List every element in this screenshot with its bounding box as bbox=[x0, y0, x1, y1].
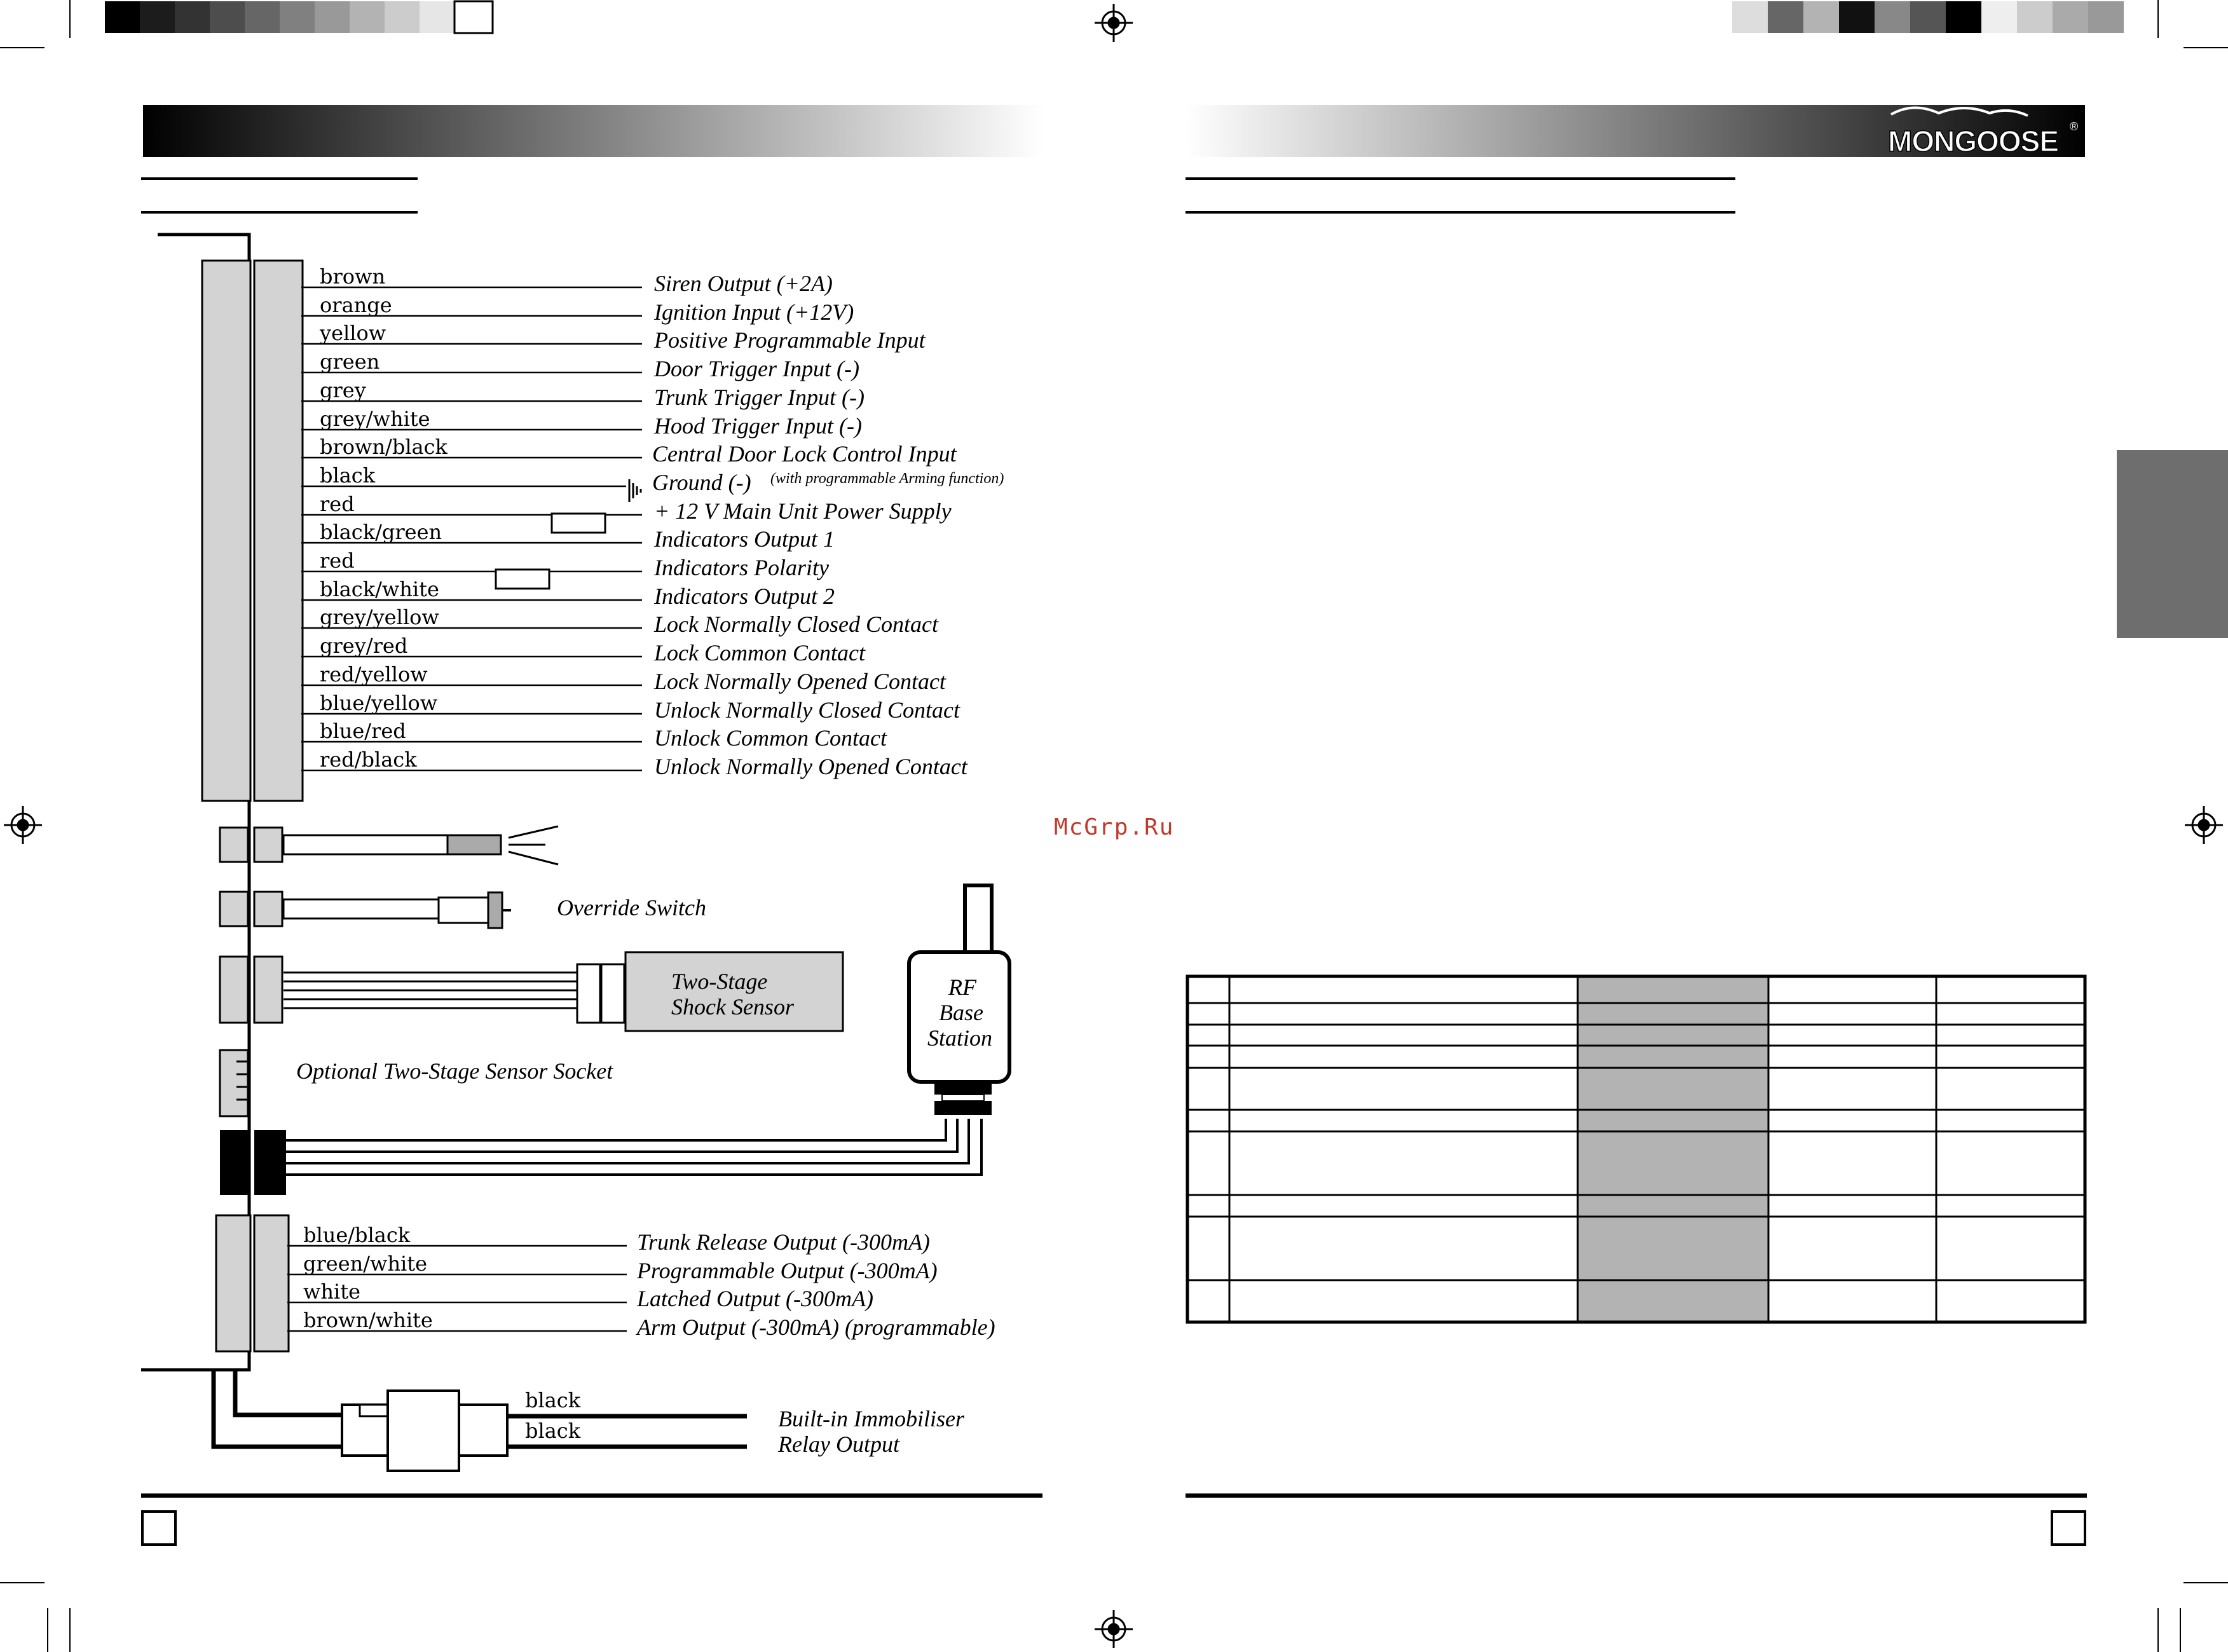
wire-color-red-yellow: red/yellow bbox=[320, 662, 428, 686]
svg-text:MONGOOSE: MONGOOSE bbox=[1888, 125, 2059, 158]
wire-function-8: + 12 V Main Unit Power Supply bbox=[654, 498, 952, 524]
wire-color-grey-red: grey/red bbox=[320, 634, 408, 658]
wire-function-5: Hood Trigger Input (-) bbox=[654, 413, 862, 439]
wire-function-1: Ignition Input (+12V) bbox=[654, 299, 854, 325]
page-number-box-right bbox=[2052, 1512, 2085, 1545]
wire-color-grey-white: grey/white bbox=[320, 407, 430, 431]
page-number-box-left bbox=[142, 1512, 175, 1545]
optional-sensor-socket bbox=[220, 1050, 248, 1116]
fuse-indicators bbox=[496, 570, 549, 589]
aux-wire-function-0: Trunk Release Output (-300mA) bbox=[637, 1229, 930, 1255]
sensor-socket-label: Optional Two-Stage Sensor Socket bbox=[296, 1058, 613, 1084]
aux-wire-function-3: Arm Output (-300mA) (programmable) bbox=[637, 1314, 995, 1340]
aux-wire-function-2: Latched Output (-300mA) bbox=[637, 1286, 873, 1311]
relay-box bbox=[388, 1391, 459, 1471]
wire-color-brown: brown bbox=[320, 264, 386, 289]
title-rules bbox=[141, 179, 1735, 212]
color-strip-left bbox=[105, 1, 493, 33]
spec-table bbox=[1187, 976, 2085, 1322]
watermark-text: McGrp.Ru bbox=[1054, 814, 1175, 840]
svg-text:®: ® bbox=[2070, 120, 2079, 133]
immobiliser-label-line2: Relay Output bbox=[778, 1431, 899, 1457]
header-bar-left bbox=[143, 105, 1042, 157]
registration-target-right bbox=[2185, 806, 2223, 844]
override-switch-connector bbox=[220, 892, 511, 928]
chapter-tab bbox=[2117, 450, 2228, 638]
led-light-rays-icon bbox=[509, 826, 558, 864]
aux-wire-color-green-white: green/white bbox=[303, 1252, 428, 1276]
wire-color-brown-black: brown/black bbox=[320, 435, 448, 459]
registration-target-bottom bbox=[1095, 1610, 1133, 1648]
wire-function-6: Central Door Lock Control Input bbox=[652, 441, 957, 467]
wire-color-orange: orange bbox=[320, 293, 392, 317]
color-strip-right bbox=[1732, 1, 2124, 33]
wire-color-red: red bbox=[320, 549, 355, 573]
wire-color-grey: grey bbox=[320, 378, 366, 402]
aux-connector-housing-left bbox=[216, 1215, 250, 1351]
wire-function-15: Unlock Normally Closed Contact bbox=[654, 697, 960, 723]
rf-base-station bbox=[220, 885, 1009, 1195]
aux-wire-group bbox=[287, 1223, 995, 1340]
fuse-main-power bbox=[552, 514, 605, 533]
main-connector-housing-left bbox=[202, 261, 250, 801]
wire-color-black: black bbox=[320, 463, 376, 488]
wire-function-17: Unlock Normally Opened Contact bbox=[654, 754, 967, 779]
wire-function-7: Ground (-) bbox=[652, 470, 751, 495]
rf-antenna bbox=[965, 885, 992, 952]
wire-function-9: Indicators Output 1 bbox=[654, 526, 835, 552]
central-lock-note: (with programmable Arming function) bbox=[770, 470, 1004, 487]
wire-color-blue-red: blue/red bbox=[320, 719, 406, 743]
wire-function-16: Unlock Common Contact bbox=[654, 725, 887, 751]
wire-function-3: Door Trigger Input (-) bbox=[654, 356, 859, 381]
main-wire-group bbox=[301, 264, 968, 779]
aux-connector-housing-right bbox=[254, 1215, 289, 1351]
wire-color-blue-yellow: blue/yellow bbox=[320, 691, 438, 715]
wire-function-0: Siren Output (+2A) bbox=[654, 271, 833, 296]
registration-target-left bbox=[4, 806, 42, 844]
wire-color-red-black: red/black bbox=[320, 747, 417, 772]
rf-label-line2: Base bbox=[939, 1000, 983, 1025]
shock-sensor-label-line1: Two-Stage bbox=[671, 969, 768, 994]
push-button-icon bbox=[488, 892, 502, 928]
override-switch-label: Override Switch bbox=[557, 895, 706, 920]
immobiliser-wire1-label: black bbox=[525, 1388, 581, 1412]
wire-color-yellow: yellow bbox=[320, 321, 386, 345]
footer-rules bbox=[141, 1496, 2087, 1545]
wire-function-11: Indicators Output 2 bbox=[654, 584, 835, 609]
wire-function-13: Lock Common Contact bbox=[654, 640, 865, 666]
main-connector-housing-right bbox=[254, 261, 303, 801]
rf-label-line1: RF bbox=[948, 974, 976, 1000]
wire-function-4: Trunk Trigger Input (-) bbox=[654, 385, 865, 410]
wire-color-grey-yellow: grey/yellow bbox=[320, 605, 439, 629]
wire-function-12: Lock Normally Closed Contact bbox=[654, 611, 938, 637]
immobiliser-relay bbox=[214, 1370, 747, 1471]
wire-function-2: Positive Programmable Input bbox=[654, 327, 926, 353]
wire-function-14: Lock Normally Opened Contact bbox=[654, 669, 946, 694]
wire-color-black-white: black/white bbox=[320, 577, 439, 601]
wire-color-black-green: black/green bbox=[320, 520, 442, 544]
aux-wire-color-blue-black: blue/black bbox=[303, 1223, 411, 1247]
shock-sensor-label-line2: Shock Sensor bbox=[671, 994, 794, 1020]
immobiliser-label-line1: Built-in Immobiliser bbox=[778, 1406, 964, 1431]
wire-function-10: Indicators Polarity bbox=[654, 555, 829, 580]
ground-symbol-icon bbox=[629, 479, 641, 502]
rf-label-line3: Station bbox=[927, 1025, 993, 1051]
registration-target-top bbox=[1095, 4, 1133, 42]
aux-wire-color-white: white bbox=[303, 1280, 361, 1304]
led-connector bbox=[220, 826, 558, 864]
aux-wire-color-brown-white: brown/white bbox=[303, 1308, 433, 1332]
wire-color-green: green bbox=[320, 350, 380, 374]
wire-color-red: red bbox=[320, 492, 355, 516]
aux-wire-function-1: Programmable Output (-300mA) bbox=[637, 1258, 938, 1283]
immobiliser-wire2-label: black bbox=[525, 1419, 581, 1443]
